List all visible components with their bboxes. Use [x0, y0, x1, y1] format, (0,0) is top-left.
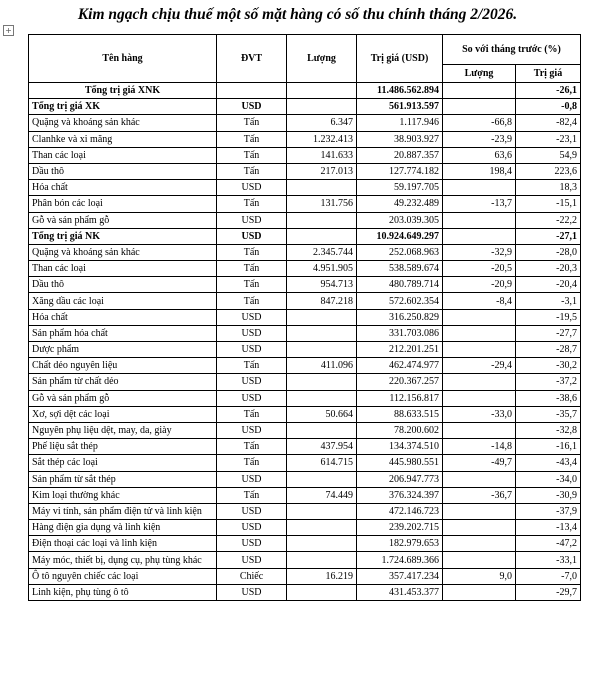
cell-qty: 217.013: [287, 163, 357, 179]
cell-qty: [287, 309, 357, 325]
cell-change-value: 54,9: [516, 147, 581, 163]
cell-change-value: -29,7: [516, 584, 581, 600]
cell-unit: USD: [217, 374, 287, 390]
table-row: [29, 520, 581, 536]
cell-change-value: -23,1: [516, 131, 581, 147]
cell-name: Xăng dầu các loại: [29, 293, 217, 309]
table-row: [29, 471, 581, 487]
table-row: [29, 99, 581, 115]
cell-change-qty: [443, 422, 516, 438]
cell-change-qty: [443, 503, 516, 519]
header-compare: So với tháng trước (%): [443, 35, 581, 65]
cell-name: Xơ, sợi dệt các loại: [29, 406, 217, 422]
cell-name: Tổng trị giá XK: [29, 99, 217, 115]
cell-qty: 131.756: [287, 196, 357, 212]
cell-change-value: -35,7: [516, 406, 581, 422]
cell-change-value: -13,4: [516, 520, 581, 536]
cell-value: 203.039.305: [357, 212, 443, 228]
cell-change-value: -28,7: [516, 342, 581, 358]
cell-change-qty: -32,9: [443, 244, 516, 260]
cell-value: 220.367.257: [357, 374, 443, 390]
table-row: [29, 358, 581, 374]
table-row: [29, 261, 581, 277]
cell-unit: USD: [217, 536, 287, 552]
cell-change-value: -43,4: [516, 455, 581, 471]
cell-value: 431.453.377: [357, 584, 443, 600]
cell-name: Hóa chất: [29, 180, 217, 196]
cell-name: Gỗ và sản phẩm gỗ: [29, 212, 217, 228]
cell-value: 127.774.182: [357, 163, 443, 179]
cell-change-value: -0,8: [516, 99, 581, 115]
cell-unit: Tấn: [217, 277, 287, 293]
cell-value: 20.887.357: [357, 147, 443, 163]
table-row: [29, 163, 581, 179]
table-row: [29, 503, 581, 519]
cell-change-value: -47,2: [516, 536, 581, 552]
cell-qty: [287, 520, 357, 536]
cell-name: Quặng và khoáng sản khác: [29, 115, 217, 131]
cell-unit: USD: [217, 325, 287, 341]
table-row: [29, 455, 581, 471]
table-row: [29, 228, 581, 244]
cell-value: 472.146.723: [357, 503, 443, 519]
cell-change-qty: [443, 228, 516, 244]
cell-qty: [287, 374, 357, 390]
cell-change-qty: [443, 99, 516, 115]
cell-value: 239.202.715: [357, 520, 443, 536]
cell-change-qty: 9,0: [443, 568, 516, 584]
cell-change-value: -19,5: [516, 309, 581, 325]
cell-change-value: -27,7: [516, 325, 581, 341]
table-row: [29, 325, 581, 341]
cell-name: Than các loại: [29, 261, 217, 277]
cell-name: Kim loại thường khác: [29, 487, 217, 503]
cell-unit: USD: [217, 309, 287, 325]
table-row: [29, 536, 581, 552]
cell-unit: Tấn: [217, 163, 287, 179]
cell-value: 134.374.510: [357, 439, 443, 455]
cell-change-value: -37,9: [516, 503, 581, 519]
cell-change-qty: [443, 342, 516, 358]
cell-value: 561.913.597: [357, 99, 443, 115]
cell-value: 572.602.354: [357, 293, 443, 309]
cell-qty: [287, 390, 357, 406]
cell-value: 49.232.489: [357, 196, 443, 212]
cell-unit: Tấn: [217, 406, 287, 422]
cell-unit: USD: [217, 99, 287, 115]
cell-unit: USD: [217, 422, 287, 438]
cell-change-qty: [443, 309, 516, 325]
cell-unit: Tấn: [217, 439, 287, 455]
cell-change-qty: -49,7: [443, 455, 516, 471]
table-row: [29, 277, 581, 293]
cell-change-value: -30,2: [516, 358, 581, 374]
cell-change-value: -37,2: [516, 374, 581, 390]
cell-qty: [287, 342, 357, 358]
cell-change-value: -82,4: [516, 115, 581, 131]
cell-name: Sản phẩm hóa chất: [29, 325, 217, 341]
cell-qty: 141.633: [287, 147, 357, 163]
cell-change-qty: -14,8: [443, 439, 516, 455]
cell-value: 1.724.689.366: [357, 552, 443, 568]
cell-change-value: -22,2: [516, 212, 581, 228]
cell-value: 10.924.649.297: [357, 228, 443, 244]
cell-name: Sản phẩm từ chất dẻo: [29, 374, 217, 390]
cell-value: 11.486.562.894: [357, 83, 443, 99]
cell-value: 59.197.705: [357, 180, 443, 196]
table-row: [29, 131, 581, 147]
cell-name: Máy móc, thiết bị, dụng cụ, phụ tùng khác: [29, 552, 217, 568]
cell-qty: [287, 99, 357, 115]
cell-name: Gỗ và sản phẩm gỗ: [29, 390, 217, 406]
cell-change-value: 223,6: [516, 163, 581, 179]
cell-qty: 74.449: [287, 487, 357, 503]
table-row: [29, 390, 581, 406]
cell-unit: USD: [217, 228, 287, 244]
cell-qty: 411.096: [287, 358, 357, 374]
cell-unit: USD: [217, 552, 287, 568]
cell-unit: Tấn: [217, 487, 287, 503]
cell-name: Nguyên phụ liệu dệt, may, da, giày: [29, 422, 217, 438]
cell-change-qty: [443, 180, 516, 196]
cell-change-qty: 198,4: [443, 163, 516, 179]
cell-change-qty: -33,0: [443, 406, 516, 422]
table-row: [29, 147, 581, 163]
cell-value: 445.980.551: [357, 455, 443, 471]
cell-change-qty: -66,8: [443, 115, 516, 131]
cell-name: Dầu thô: [29, 277, 217, 293]
cell-unit: USD: [217, 471, 287, 487]
header-value: Trị giá (USD): [357, 35, 443, 83]
cell-change-value: -28,0: [516, 244, 581, 260]
cell-name: Ô tô nguyên chiếc các loại: [29, 568, 217, 584]
cell-change-qty: [443, 83, 516, 99]
cell-name: Clanhke và xi măng: [29, 131, 217, 147]
cell-qty: 1.232.413: [287, 131, 357, 147]
cell-unit: Tấn: [217, 196, 287, 212]
cell-qty: 4.951.905: [287, 261, 357, 277]
cell-qty: [287, 228, 357, 244]
cell-qty: 954.713: [287, 277, 357, 293]
cell-change-qty: [443, 536, 516, 552]
cell-name: Sắt thép các loại: [29, 455, 217, 471]
cell-name: Tổng trị giá NK: [29, 228, 217, 244]
cell-change-value: -16,1: [516, 439, 581, 455]
cell-change-qty: 63,6: [443, 147, 516, 163]
cell-value: 462.474.977: [357, 358, 443, 374]
cell-name: Phế liệu sắt thép: [29, 439, 217, 455]
table-row: [29, 309, 581, 325]
cell-value: 88.633.515: [357, 406, 443, 422]
table-row: [29, 180, 581, 196]
cell-value: 112.156.817: [357, 390, 443, 406]
cell-value: 316.250.829: [357, 309, 443, 325]
cell-change-value: -30,9: [516, 487, 581, 503]
cell-change-qty: [443, 552, 516, 568]
cell-change-value: -20,3: [516, 261, 581, 277]
cell-change-qty: -20,5: [443, 261, 516, 277]
page-title: Kim ngạch chịu thuế một số mặt hàng có số thu chính tháng 2/2026.: [77, 6, 518, 23]
cell-value: 480.789.714: [357, 277, 443, 293]
cell-change-qty: -36,7: [443, 487, 516, 503]
cell-change-value: -20,4: [516, 277, 581, 293]
cell-value: 206.947.773: [357, 471, 443, 487]
table-row: [29, 293, 581, 309]
cell-unit: USD: [217, 520, 287, 536]
cell-value: 538.589.674: [357, 261, 443, 277]
cell-name: Sản phẩm từ sắt thép: [29, 471, 217, 487]
cell-name: Dầu thô: [29, 163, 217, 179]
cell-name: Điện thoại các loại và linh kiện: [29, 536, 217, 552]
cell-name: Máy vi tính, sản phẩm điện tử và linh kiện: [29, 503, 217, 519]
cell-unit: USD: [217, 342, 287, 358]
tax-table: [28, 34, 581, 601]
cell-change-qty: [443, 471, 516, 487]
cell-value: 331.703.086: [357, 325, 443, 341]
cell-qty: [287, 325, 357, 341]
cell-qty: 847.218: [287, 293, 357, 309]
cell-name: Hóa chất: [29, 309, 217, 325]
cell-name: Quặng và khoáng sản khác: [29, 244, 217, 260]
header-unit: ĐVT: [217, 35, 287, 83]
table-row: [29, 406, 581, 422]
cell-value: 78.200.602: [357, 422, 443, 438]
cell-unit: USD: [217, 503, 287, 519]
cell-change-qty: -23,9: [443, 131, 516, 147]
cell-name: Dược phẩm: [29, 342, 217, 358]
table-row: [29, 552, 581, 568]
cell-change-value: 18,3: [516, 180, 581, 196]
cell-qty: [287, 536, 357, 552]
table-row: [29, 83, 581, 99]
cell-change-value: -26,1: [516, 83, 581, 99]
cell-unit: Tấn: [217, 358, 287, 374]
cell-unit: Tấn: [217, 455, 287, 471]
table-row: [29, 342, 581, 358]
cell-qty: [287, 83, 357, 99]
cell-name: Chất dẻo nguyên liệu: [29, 358, 217, 374]
table-row: [29, 374, 581, 390]
cell-change-qty: -8,4: [443, 293, 516, 309]
cell-change-value: -27,1: [516, 228, 581, 244]
cell-unit: USD: [217, 212, 287, 228]
cell-unit: USD: [217, 584, 287, 600]
header-name: Tên hàng: [29, 35, 217, 83]
cell-qty: [287, 471, 357, 487]
cell-qty: [287, 422, 357, 438]
move-handle-icon[interactable]: +: [3, 25, 14, 36]
cell-value: 212.201.251: [357, 342, 443, 358]
cell-name: Than các loại: [29, 147, 217, 163]
cell-qty: 50.664: [287, 406, 357, 422]
cell-unit: Tấn: [217, 147, 287, 163]
cell-qty: [287, 212, 357, 228]
header-compare-qty: Lượng: [443, 65, 516, 83]
cell-change-qty: [443, 325, 516, 341]
cell-name: Tổng trị giá XNK: [29, 83, 217, 99]
cell-value: 38.903.927: [357, 131, 443, 147]
cell-unit: Tấn: [217, 261, 287, 277]
table-row: [29, 568, 581, 584]
cell-unit: Tấn: [217, 131, 287, 147]
cell-change-qty: [443, 390, 516, 406]
cell-name: Hàng điện gia dụng và linh kiện: [29, 520, 217, 536]
cell-change-value: -34,0: [516, 471, 581, 487]
table-row: [29, 212, 581, 228]
cell-unit: USD: [217, 390, 287, 406]
table-row: [29, 584, 581, 600]
table-row: [29, 422, 581, 438]
cell-qty: 2.345.744: [287, 244, 357, 260]
cell-qty: [287, 584, 357, 600]
cell-unit: Tấn: [217, 244, 287, 260]
cell-qty: 6.347: [287, 115, 357, 131]
cell-qty: [287, 503, 357, 519]
cell-qty: [287, 180, 357, 196]
cell-qty: 16.219: [287, 568, 357, 584]
cell-qty: [287, 552, 357, 568]
cell-qty: 437.954: [287, 439, 357, 455]
cell-qty: 614.715: [287, 455, 357, 471]
cell-value: 1.117.946: [357, 115, 443, 131]
cell-change-value: -7,0: [516, 568, 581, 584]
table-row: [29, 196, 581, 212]
header-qty: Lượng: [287, 35, 357, 83]
cell-change-value: -32,8: [516, 422, 581, 438]
cell-change-qty: [443, 520, 516, 536]
cell-unit: USD: [217, 180, 287, 196]
cell-value: 376.324.397: [357, 487, 443, 503]
cell-unit: Chiếc: [217, 568, 287, 584]
cell-value: 252.068.963: [357, 244, 443, 260]
cell-name: Linh kiện, phụ tùng ô tô: [29, 584, 217, 600]
cell-change-qty: -20,9: [443, 277, 516, 293]
cell-value: 357.417.234: [357, 568, 443, 584]
table-row: [29, 115, 581, 131]
cell-change-qty: -13,7: [443, 196, 516, 212]
table-body: [29, 83, 581, 601]
cell-change-value: -15,1: [516, 196, 581, 212]
cell-change-value: -3,1: [516, 293, 581, 309]
cell-name: Phân bón các loại: [29, 196, 217, 212]
cell-unit: Tấn: [217, 293, 287, 309]
table-row: [29, 244, 581, 260]
cell-change-qty: [443, 374, 516, 390]
cell-unit: [217, 83, 287, 99]
header-compare-value: Trị giá: [516, 65, 581, 83]
cell-value: 182.979.653: [357, 536, 443, 552]
table-row: [29, 487, 581, 503]
cell-unit: Tấn: [217, 115, 287, 131]
cell-change-value: -38,6: [516, 390, 581, 406]
table-row: [29, 439, 581, 455]
cell-change-value: -33,1: [516, 552, 581, 568]
cell-change-qty: [443, 212, 516, 228]
cell-change-qty: [443, 584, 516, 600]
cell-change-qty: -29,4: [443, 358, 516, 374]
